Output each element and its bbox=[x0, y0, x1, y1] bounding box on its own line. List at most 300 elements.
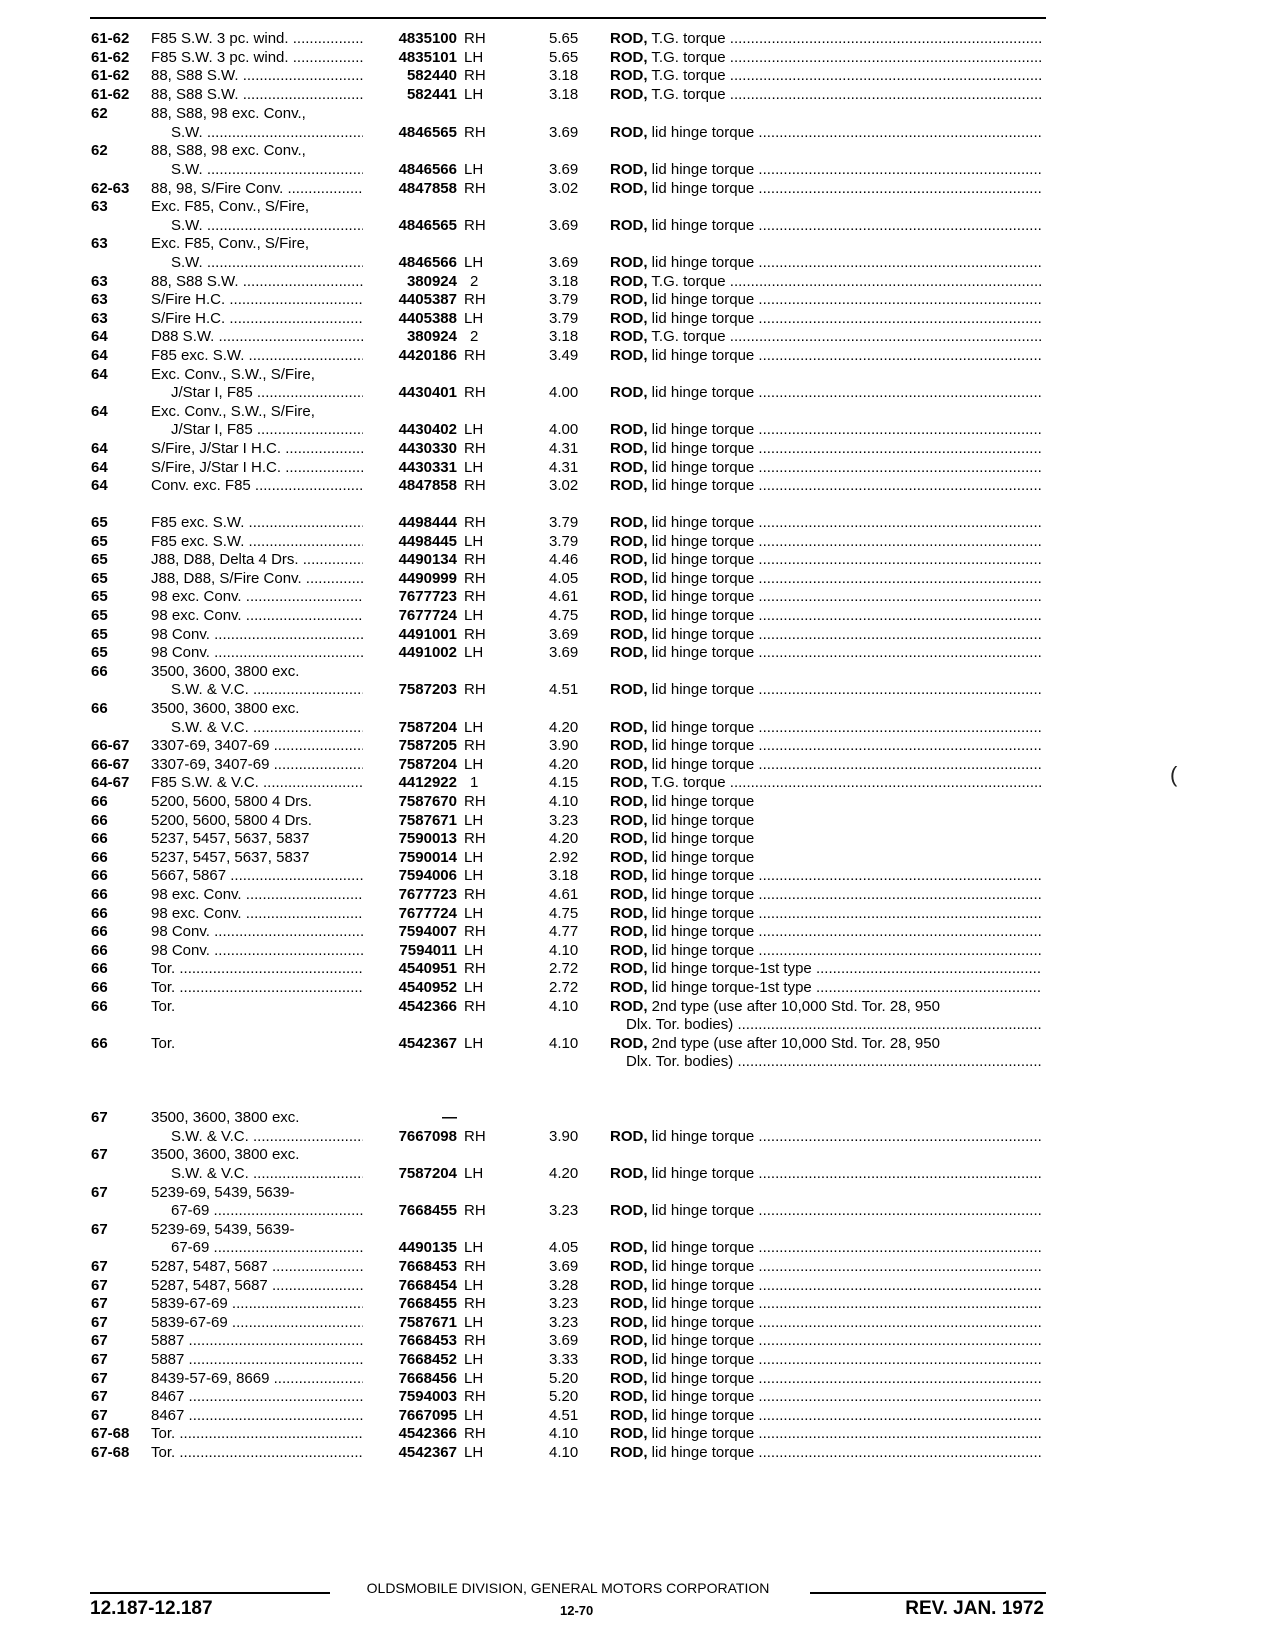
part-number: 4540951 bbox=[398, 960, 457, 977]
price: 4.51 bbox=[549, 681, 579, 698]
part-detail: lid hinge torque bbox=[651, 384, 755, 401]
part-name: ROD, bbox=[610, 291, 648, 308]
part-name: ROD, bbox=[610, 347, 648, 364]
price: 3.18 bbox=[549, 86, 579, 103]
part-number: 7594007 bbox=[398, 923, 457, 940]
part-detail: T.G. torque bbox=[651, 67, 726, 84]
side-or-quantity: RH bbox=[464, 960, 486, 977]
price: 3.18 bbox=[549, 328, 579, 345]
model-description: 88, S88, 98 exc. Conv., bbox=[151, 105, 306, 122]
part-description bbox=[610, 1202, 1042, 1220]
price: 3.90 bbox=[549, 737, 579, 754]
price: 3.79 bbox=[549, 514, 579, 531]
side-or-quantity: LH bbox=[464, 254, 484, 271]
part-description bbox=[610, 979, 1042, 997]
price: 3.18 bbox=[549, 273, 579, 290]
side-or-quantity: RH bbox=[464, 347, 486, 364]
part-description bbox=[610, 273, 1042, 291]
part-name: ROD, bbox=[610, 30, 648, 47]
part-name: ROD, bbox=[610, 384, 648, 401]
part-name: ROD, bbox=[610, 719, 648, 736]
model-year: 67 bbox=[91, 1370, 108, 1387]
part-detail: lid hinge torque bbox=[651, 737, 755, 754]
part-description bbox=[610, 1295, 1042, 1313]
part-name: ROD, bbox=[610, 217, 648, 234]
model-description: 88, S88 S.W. ..... bbox=[151, 67, 363, 85]
part-detail: lid hinge torque bbox=[651, 1165, 755, 1182]
part-number: 4846566 bbox=[398, 254, 457, 271]
side-or-quantity: LH bbox=[464, 905, 484, 922]
model-description: 67-69 ..... bbox=[171, 1239, 363, 1257]
model-year: 64 bbox=[91, 440, 108, 457]
model-description: Exc. Conv., S.W., S/Fire, bbox=[151, 403, 315, 420]
part-name: ROD, bbox=[610, 681, 648, 698]
model-description: 3500, 3600, 3800 exc. bbox=[151, 700, 300, 717]
model-description: 3307-69, 3407-69 ..... bbox=[151, 737, 363, 755]
part-name: ROD, bbox=[610, 67, 648, 84]
part-number: 7667095 bbox=[398, 1407, 457, 1424]
price: 3.69 bbox=[549, 161, 579, 178]
price: 3.69 bbox=[549, 254, 579, 271]
part-description bbox=[610, 830, 1042, 848]
part-description bbox=[610, 570, 1042, 588]
part-detail: lid hinge torque bbox=[651, 607, 755, 624]
model-year: 63 bbox=[91, 310, 108, 327]
part-name: ROD, bbox=[610, 588, 648, 605]
model-description: J88, D88, S/Fire Conv. ..... bbox=[151, 570, 363, 588]
price: 4.10 bbox=[549, 1444, 579, 1461]
part-detail: lid hinge torque bbox=[651, 923, 755, 940]
price: 3.49 bbox=[549, 347, 579, 364]
price: 2.92 bbox=[549, 849, 579, 866]
margin-mark: ( bbox=[1170, 762, 1178, 787]
part-number: 4847858 bbox=[398, 477, 457, 494]
part-description bbox=[610, 588, 1042, 606]
part-description bbox=[610, 30, 1042, 48]
part-number: 4542366 bbox=[398, 1425, 457, 1442]
side-or-quantity: RH bbox=[464, 291, 486, 308]
part-detail: lid hinge torque bbox=[651, 1444, 755, 1461]
part-name: ROD, bbox=[610, 905, 648, 922]
part-number: 380924 bbox=[406, 273, 457, 290]
side-or-quantity: 2 bbox=[470, 273, 479, 290]
part-number: 4542367 bbox=[398, 1035, 457, 1052]
model-description: S.W. ..... bbox=[171, 161, 363, 179]
part-description bbox=[610, 960, 1042, 978]
part-detail: lid hinge torque bbox=[651, 681, 755, 698]
model-description: Tor. ..... bbox=[151, 979, 363, 997]
part-number: 7677723 bbox=[398, 886, 457, 903]
model-year: 62 bbox=[91, 105, 108, 122]
model-year: 64 bbox=[91, 328, 108, 345]
side-or-quantity: LH bbox=[464, 1407, 484, 1424]
part-name: ROD, bbox=[610, 124, 648, 141]
part-name: ROD, bbox=[610, 737, 648, 754]
price: 3.69 bbox=[549, 217, 579, 234]
part-description bbox=[610, 254, 1042, 272]
part-name: ROD, bbox=[610, 1351, 648, 1368]
part-detail: lid hinge torque bbox=[651, 477, 755, 494]
part-name: ROD, bbox=[610, 923, 648, 940]
part-name: ROD, bbox=[610, 849, 648, 866]
part-detail: lid hinge torque bbox=[651, 942, 755, 959]
model-description: J/Star I, F85 ..... bbox=[171, 421, 363, 439]
part-detail: lid hinge torque bbox=[651, 459, 755, 476]
part-description bbox=[610, 310, 1042, 328]
model-year: 66 bbox=[91, 998, 108, 1015]
model-description: 3307-69, 3407-69 ..... bbox=[151, 756, 363, 774]
revision-date: REV. JAN. 1972 bbox=[905, 1598, 1044, 1619]
price: 4.31 bbox=[549, 440, 579, 457]
part-name: ROD, bbox=[610, 421, 648, 438]
part-name: ROD, bbox=[610, 644, 648, 661]
part-description-continued: Dlx. Tor. bodies) ..... bbox=[626, 1016, 1042, 1034]
part-description bbox=[610, 905, 1042, 923]
part-number: 7677724 bbox=[398, 905, 457, 922]
part-description bbox=[610, 86, 1042, 104]
side-or-quantity: RH bbox=[464, 570, 486, 587]
side-or-quantity: LH bbox=[464, 607, 484, 624]
side-or-quantity: RH bbox=[464, 1128, 486, 1145]
model-year: 65 bbox=[91, 570, 108, 587]
part-number: 7667098 bbox=[398, 1128, 457, 1145]
part-number: 4430330 bbox=[398, 440, 457, 457]
side-or-quantity: LH bbox=[464, 1277, 484, 1294]
price: 4.75 bbox=[549, 607, 579, 624]
price: 5.65 bbox=[549, 30, 579, 47]
part-detail: T.G. torque bbox=[651, 774, 726, 791]
price: 3.90 bbox=[549, 1128, 579, 1145]
part-name: ROD, bbox=[610, 1407, 648, 1424]
part-detail: lid hinge torque bbox=[651, 124, 755, 141]
model-description: 98 Conv. ..... bbox=[151, 942, 363, 960]
model-year: 66 bbox=[91, 830, 108, 847]
price: 5.65 bbox=[549, 49, 579, 66]
part-name: ROD, bbox=[610, 1425, 648, 1442]
model-description: 98 exc. Conv. ..... bbox=[151, 607, 363, 625]
model-year: 61-62 bbox=[91, 30, 130, 47]
model-description: 5237, 5457, 5637, 5837 bbox=[151, 830, 310, 847]
part-number: 4412922 bbox=[398, 774, 457, 791]
part-number: 7668452 bbox=[398, 1351, 457, 1368]
side-or-quantity: RH bbox=[464, 737, 486, 754]
model-year: 66-67 bbox=[91, 737, 130, 754]
price: 3.69 bbox=[549, 124, 579, 141]
part-name: ROD, bbox=[610, 756, 648, 773]
model-description: 5287, 5487, 5687 ..... bbox=[151, 1258, 363, 1276]
part-detail: lid hinge torque bbox=[651, 180, 755, 197]
part-number: 7668455 bbox=[398, 1295, 457, 1312]
side-or-quantity: RH bbox=[464, 1202, 486, 1219]
model-description: S/Fire H.C. ..... bbox=[151, 310, 363, 328]
part-name: ROD, bbox=[610, 180, 648, 197]
part-number: 7587204 bbox=[398, 719, 457, 736]
model-description: Exc. F85, Conv., S/Fire, bbox=[151, 235, 310, 252]
part-name: ROD, bbox=[610, 1444, 648, 1461]
part-description bbox=[610, 533, 1042, 551]
part-description bbox=[610, 626, 1042, 644]
model-year: 67 bbox=[91, 1351, 108, 1368]
part-detail: T.G. torque bbox=[651, 49, 726, 66]
part-name: ROD, bbox=[610, 161, 648, 178]
part-description bbox=[610, 384, 1042, 402]
model-year: 65 bbox=[91, 588, 108, 605]
side-or-quantity: LH bbox=[464, 1444, 484, 1461]
part-detail: lid hinge torque bbox=[651, 886, 755, 903]
price: 3.23 bbox=[549, 812, 579, 829]
model-year: 64 bbox=[91, 403, 108, 420]
side-or-quantity: RH bbox=[464, 626, 486, 643]
price: 4.00 bbox=[549, 384, 579, 401]
model-year: 67 bbox=[91, 1277, 108, 1294]
part-number: 4490135 bbox=[398, 1239, 457, 1256]
part-name: ROD, bbox=[610, 477, 648, 494]
model-year: 66 bbox=[91, 960, 108, 977]
price: 3.69 bbox=[549, 626, 579, 643]
price: 3.69 bbox=[549, 1258, 579, 1275]
part-description bbox=[610, 1035, 1042, 1053]
price: 3.28 bbox=[549, 1277, 579, 1294]
model-description: 5200, 5600, 5800 4 Drs. bbox=[151, 793, 312, 810]
price: 4.15 bbox=[549, 774, 579, 791]
part-name: ROD, bbox=[610, 774, 648, 791]
part-detail: lid hinge torque bbox=[651, 588, 755, 605]
side-or-quantity: LH bbox=[464, 644, 484, 661]
side-or-quantity: RH bbox=[464, 1388, 486, 1405]
part-description bbox=[610, 328, 1042, 346]
part-name: ROD, bbox=[610, 886, 648, 903]
part-name: ROD, bbox=[610, 570, 648, 587]
side-or-quantity: LH bbox=[464, 1165, 484, 1182]
part-description bbox=[610, 774, 1042, 792]
model-year: 65 bbox=[91, 551, 108, 568]
model-year: 67 bbox=[91, 1109, 108, 1126]
price: 4.20 bbox=[549, 756, 579, 773]
part-number: 4430401 bbox=[398, 384, 457, 401]
model-year: 67 bbox=[91, 1332, 108, 1349]
part-detail: lid hinge torque bbox=[651, 310, 755, 327]
side-or-quantity: LH bbox=[464, 942, 484, 959]
side-or-quantity: RH bbox=[464, 681, 486, 698]
price: 5.20 bbox=[549, 1388, 579, 1405]
part-description bbox=[610, 124, 1042, 142]
price: 4.61 bbox=[549, 588, 579, 605]
price: 4.46 bbox=[549, 551, 579, 568]
part-description bbox=[610, 942, 1042, 960]
part-description bbox=[610, 1239, 1042, 1257]
price: 4.77 bbox=[549, 923, 579, 940]
model-year: 64 bbox=[91, 459, 108, 476]
model-year: 67 bbox=[91, 1184, 108, 1201]
part-number: 7668453 bbox=[398, 1332, 457, 1349]
part-name: ROD, bbox=[610, 1035, 648, 1052]
side-or-quantity: LH bbox=[464, 849, 484, 866]
part-detail: lid hinge torque bbox=[651, 1295, 755, 1312]
model-year: 65 bbox=[91, 607, 108, 624]
model-year: 62-63 bbox=[91, 180, 130, 197]
price: 4.20 bbox=[549, 719, 579, 736]
model-description: 5839-67-69 ..... bbox=[151, 1314, 363, 1332]
part-number: 7587204 bbox=[398, 1165, 457, 1182]
model-year: 66 bbox=[91, 700, 108, 717]
side-or-quantity: RH bbox=[464, 1332, 486, 1349]
part-detail: lid hinge torque bbox=[651, 514, 755, 531]
model-year: 61-62 bbox=[91, 86, 130, 103]
model-description: S/Fire, J/Star I H.C. ..... bbox=[151, 459, 363, 477]
part-detail: lid hinge torque-1st type bbox=[651, 960, 812, 977]
model-description: 8467 ..... bbox=[151, 1388, 363, 1406]
part-number: 7587670 bbox=[398, 793, 457, 810]
part-name: ROD, bbox=[610, 867, 648, 884]
model-year: 62 bbox=[91, 142, 108, 159]
model-description: Tor. ..... bbox=[151, 960, 363, 978]
part-name: ROD, bbox=[610, 459, 648, 476]
part-detail: T.G. torque bbox=[651, 86, 726, 103]
part-number: 4430331 bbox=[398, 459, 457, 476]
model-year: 61-62 bbox=[91, 67, 130, 84]
part-detail: lid hinge torque bbox=[651, 1407, 755, 1424]
footer-division: OLDSMOBILE DIVISION, GENERAL MOTORS CORPORATION bbox=[366, 1580, 770, 1596]
model-year: 63 bbox=[91, 235, 108, 252]
part-description bbox=[610, 756, 1042, 774]
side-or-quantity: LH bbox=[464, 867, 484, 884]
model-description: Exc. Conv., S.W., S/Fire, bbox=[151, 366, 315, 383]
part-name: ROD, bbox=[610, 607, 648, 624]
price: 4.61 bbox=[549, 886, 579, 903]
model-year: 66-67 bbox=[91, 756, 130, 773]
part-number: 4420186 bbox=[398, 347, 457, 364]
model-description: S.W. ..... bbox=[171, 217, 363, 235]
part-name: ROD, bbox=[610, 514, 648, 531]
part-detail: 2nd type (use after 10,000 Std. Tor. 28, 950 bbox=[651, 998, 940, 1015]
model-description: 88, S88, 98 exc. Conv., bbox=[151, 142, 306, 159]
model-description: 88, S88 S.W. ..... bbox=[151, 86, 363, 104]
part-description bbox=[610, 607, 1042, 625]
part-detail: lid hinge torque bbox=[651, 291, 755, 308]
model-description: Tor. ..... bbox=[151, 1444, 363, 1462]
side-or-quantity: LH bbox=[464, 719, 484, 736]
part-number: 4846565 bbox=[398, 217, 457, 234]
part-number: 380924 bbox=[406, 328, 457, 345]
side-or-quantity: LH bbox=[464, 756, 484, 773]
model-description: S.W. & V.C. ..... bbox=[171, 681, 363, 699]
part-detail: lid hinge torque bbox=[651, 161, 755, 178]
model-year: 66 bbox=[91, 905, 108, 922]
side-or-quantity: RH bbox=[464, 124, 486, 141]
price: 4.05 bbox=[549, 1239, 579, 1256]
part-name: ROD, bbox=[610, 942, 648, 959]
model-year: 66 bbox=[91, 979, 108, 996]
model-description: 5667, 5867 ..... bbox=[151, 867, 363, 885]
part-description bbox=[610, 681, 1042, 699]
part-number: 582440 bbox=[406, 67, 457, 84]
part-description bbox=[610, 867, 1042, 885]
price: 3.69 bbox=[549, 644, 579, 661]
part-detail: lid hinge torque bbox=[651, 756, 755, 773]
side-or-quantity: LH bbox=[464, 812, 484, 829]
part-number: 7668454 bbox=[398, 1277, 457, 1294]
part-description bbox=[610, 644, 1042, 662]
part-detail: lid hinge torque bbox=[651, 570, 755, 587]
model-description: 3500, 3600, 3800 exc. bbox=[151, 1109, 300, 1126]
side-or-quantity: 1 bbox=[470, 774, 479, 791]
price: 3.18 bbox=[549, 67, 579, 84]
section-number: 12.187-12.187 bbox=[90, 1598, 213, 1619]
price: 3.18 bbox=[549, 867, 579, 884]
part-name: ROD, bbox=[610, 812, 648, 829]
model-description: 5237, 5457, 5637, 5837 bbox=[151, 849, 310, 866]
price: 4.05 bbox=[549, 570, 579, 587]
model-description: F85 S.W. 3 pc. wind. ..... bbox=[151, 30, 363, 48]
part-name: ROD, bbox=[610, 1239, 648, 1256]
model-year: 67 bbox=[91, 1314, 108, 1331]
side-or-quantity: LH bbox=[464, 310, 484, 327]
model-year: 64 bbox=[91, 477, 108, 494]
part-description bbox=[610, 440, 1042, 458]
model-year: 65 bbox=[91, 626, 108, 643]
part-description bbox=[610, 347, 1042, 365]
part-number: 4498445 bbox=[398, 533, 457, 550]
part-name: ROD, bbox=[610, 830, 648, 847]
part-description bbox=[610, 1128, 1042, 1146]
part-description bbox=[610, 1332, 1042, 1350]
part-name: ROD, bbox=[610, 1332, 648, 1349]
part-number: 4405387 bbox=[398, 291, 457, 308]
part-description-continued: Dlx. Tor. bodies) ..... bbox=[626, 1053, 1042, 1071]
side-or-quantity: RH bbox=[464, 217, 486, 234]
model-year: 66 bbox=[91, 886, 108, 903]
part-detail: lid hinge torque bbox=[651, 1425, 755, 1442]
part-description bbox=[610, 1277, 1042, 1295]
part-number: 4405388 bbox=[398, 310, 457, 327]
part-number: 7677724 bbox=[398, 607, 457, 624]
part-number: 7668453 bbox=[398, 1258, 457, 1275]
price: 4.75 bbox=[549, 905, 579, 922]
part-detail: lid hinge torque bbox=[651, 347, 755, 364]
part-name: ROD, bbox=[610, 551, 648, 568]
model-year: 66 bbox=[91, 923, 108, 940]
model-description: S.W. ..... bbox=[171, 254, 363, 272]
part-detail: lid hinge torque bbox=[651, 1351, 755, 1368]
side-or-quantity: LH bbox=[464, 421, 484, 438]
part-number: 4835100 bbox=[398, 30, 457, 47]
part-description bbox=[610, 161, 1042, 179]
model-description: 88, S88 S.W. ..... bbox=[151, 273, 363, 291]
model-year: 63 bbox=[91, 198, 108, 215]
model-description: F85 exc. S.W. ..... bbox=[151, 514, 363, 532]
part-name: ROD, bbox=[610, 998, 648, 1015]
part-detail: lid hinge torque-1st type bbox=[651, 979, 812, 996]
part-number: 4847858 bbox=[398, 180, 457, 197]
model-description: 3500, 3600, 3800 exc. bbox=[151, 1146, 300, 1163]
side-or-quantity: LH bbox=[464, 1239, 484, 1256]
side-or-quantity: LH bbox=[464, 49, 484, 66]
model-year: 64 bbox=[91, 347, 108, 364]
model-description: S.W. ..... bbox=[171, 124, 363, 142]
model-description: 3500, 3600, 3800 exc. bbox=[151, 663, 300, 680]
part-description bbox=[610, 719, 1042, 737]
price: 4.10 bbox=[549, 793, 579, 810]
price: 4.00 bbox=[549, 421, 579, 438]
model-description: 5839-67-69 ..... bbox=[151, 1295, 363, 1313]
model-description: 98 Conv. ..... bbox=[151, 923, 363, 941]
model-description: F85 S.W. 3 pc. wind. ..... bbox=[151, 49, 363, 67]
price: 5.20 bbox=[549, 1370, 579, 1387]
model-description: 5239-69, 5439, 5639- bbox=[151, 1184, 295, 1201]
side-or-quantity: RH bbox=[464, 384, 486, 401]
part-detail: lid hinge torque bbox=[651, 812, 755, 829]
side-or-quantity: RH bbox=[464, 1295, 486, 1312]
